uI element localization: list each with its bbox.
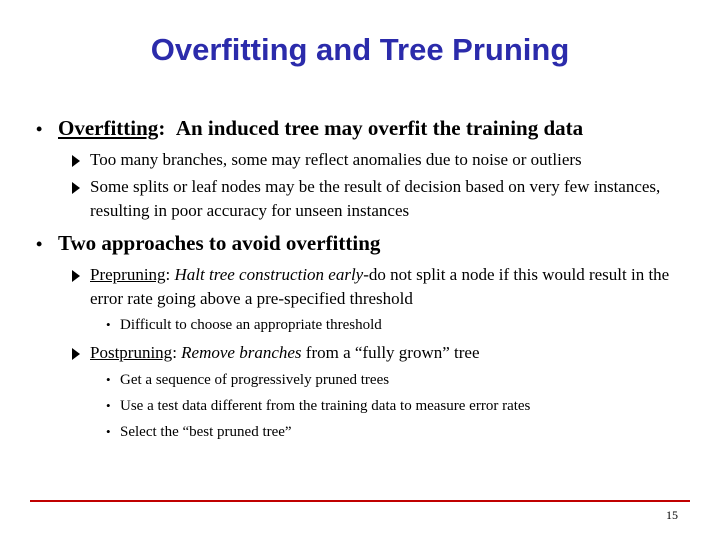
colon: : — [165, 265, 175, 284]
postpruning-bullet-3 — [106, 421, 292, 443]
bullet-dot-icon: • — [36, 234, 43, 254]
term-overfitting: Overfitting — [58, 116, 159, 140]
bullet-dot-icon: • — [106, 424, 111, 439]
two-approaches-text: Two approaches to avoid overfitting — [58, 231, 381, 255]
bullet-dot-icon: • — [106, 398, 111, 413]
colon: : — [158, 116, 166, 140]
bullet-two-approaches — [36, 231, 380, 256]
prepruning-rest: do not split a node if this would result in the error rate going above a pre-specified threshold — [90, 265, 670, 308]
footer-divider — [30, 500, 690, 502]
prepruning-italic: Halt tree construction early — [174, 265, 364, 284]
prepruning-bullet-1 — [106, 314, 382, 336]
prepruning-text — [90, 263, 692, 311]
sub-point-text: Too many branches, some may reflect anomalies due to noise or outliers — [90, 150, 582, 169]
postpruning-text — [90, 341, 692, 365]
page-number: 15 — [666, 508, 678, 522]
postpruning-bullet-1 — [106, 369, 389, 391]
sub-point-branches — [72, 148, 692, 172]
bullet-dot-icon: • — [36, 119, 43, 139]
bullet-dot-icon: • — [106, 317, 111, 332]
term-postpruning: Postpruning — [90, 343, 173, 362]
sub-point-text: Some splits or leaf nodes may be the result of decision based on very few instances, resulting in poor accuracy for unseen instances — [90, 177, 661, 220]
term-prepruning: Prepruning — [90, 265, 166, 284]
sub-point-prepruning — [72, 263, 692, 311]
bullet-text: Get a sequence of progressively pruned trees — [120, 372, 390, 388]
sub-point-postpruning — [72, 341, 692, 365]
dash: - — [363, 265, 369, 284]
bullet-dot-icon: • — [106, 372, 111, 387]
slide-title: Overfitting and Tree Pruning — [150, 32, 570, 67]
arrow-bullet-icon — [72, 155, 80, 167]
arrow-bullet-icon — [72, 182, 80, 194]
bullet-text: Difficult to choose an appropriate threshold — [120, 317, 382, 333]
overfitting-definition: An induced tree may overfit the training data — [175, 116, 584, 140]
bullet-text: Use a test data different from the training data to measure error rates — [120, 398, 531, 414]
postpruning-bullet-2 — [106, 395, 530, 417]
arrow-bullet-icon — [72, 348, 80, 360]
bullet-overfitting — [36, 116, 583, 141]
colon: : — [172, 343, 182, 362]
bullet-text: Select the “best pruned tree” — [120, 424, 292, 440]
postpruning-italic: Remove branches — [181, 343, 302, 362]
sub-point-splits — [72, 175, 692, 223]
arrow-bullet-icon — [72, 270, 80, 282]
postpruning-rest: from a “fully grown” tree — [301, 343, 480, 362]
